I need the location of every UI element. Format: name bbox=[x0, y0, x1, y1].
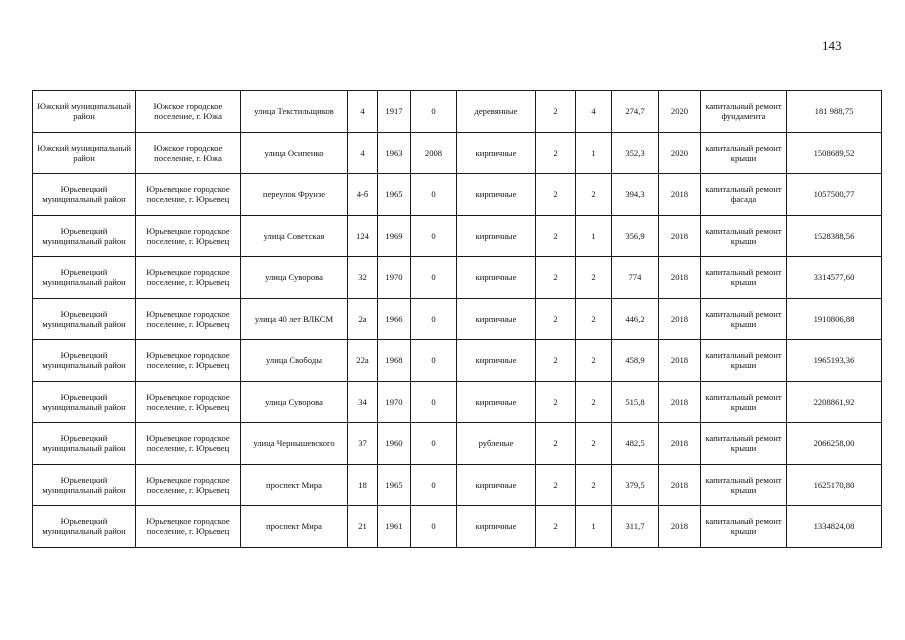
cell-year-renovated: 0 bbox=[411, 381, 457, 423]
cell-wall-material: кирпичные bbox=[457, 381, 536, 423]
cell-cost: 1528388,56 bbox=[787, 215, 882, 257]
cell-floors: 2 bbox=[536, 174, 576, 216]
cell-year-renovated: 0 bbox=[411, 257, 457, 299]
cell-year-built: 1965 bbox=[378, 174, 411, 216]
cell-entrances: 2 bbox=[576, 257, 612, 299]
table-body bbox=[33, 91, 882, 548]
cell-planned-year: 2018 bbox=[659, 298, 701, 340]
cell-house-number: 21 bbox=[348, 506, 378, 548]
cell-entrances: 1 bbox=[576, 506, 612, 548]
cell-floors: 2 bbox=[536, 506, 576, 548]
cell-house-number: 4 bbox=[348, 91, 378, 133]
cell-year-built: 1960 bbox=[378, 423, 411, 465]
cell-wall-material: рубленые bbox=[457, 423, 536, 465]
cell-wall-material: кирпичные bbox=[457, 464, 536, 506]
cell-street: проспект Мира bbox=[241, 506, 348, 548]
cell-house-number: 37 bbox=[348, 423, 378, 465]
cell-settlement: Южское городское поселение, г. Южа bbox=[136, 132, 241, 174]
cell-cost: 3314577,60 bbox=[787, 257, 882, 299]
cell-settlement: Южское городское поселение, г. Южа bbox=[136, 91, 241, 133]
page-number: 143 bbox=[822, 38, 842, 53]
cell-cost: 1965193,36 bbox=[787, 340, 882, 382]
cell-cost: 2066258,00 bbox=[787, 423, 882, 465]
cell-year-built: 1970 bbox=[378, 381, 411, 423]
cell-street: улица Текстильщиков bbox=[241, 91, 348, 133]
cell-house-number: 22а bbox=[348, 340, 378, 382]
cell-year-built: 1965 bbox=[378, 464, 411, 506]
cell-work-type: капитальный ремонт крыши bbox=[701, 340, 787, 382]
cell-district: Юрьевецкий муниципальный район bbox=[33, 423, 136, 465]
cell-street: улица Суворова bbox=[241, 381, 348, 423]
cell-year-renovated: 0 bbox=[411, 174, 457, 216]
cell-entrances: 2 bbox=[576, 340, 612, 382]
cell-area: 274,7 bbox=[612, 91, 659, 133]
cell-planned-year: 2018 bbox=[659, 464, 701, 506]
cell-work-type: капитальный ремонт крыши bbox=[701, 215, 787, 257]
cell-house-number: 18 bbox=[348, 464, 378, 506]
cell-planned-year: 2018 bbox=[659, 506, 701, 548]
cell-entrances: 4 bbox=[576, 91, 612, 133]
cell-settlement: Юрьевецкое городское поселение, г. Юрьевец bbox=[136, 298, 241, 340]
cell-year-built: 1961 bbox=[378, 506, 411, 548]
cell-district: Юрьевецкий муниципальный район bbox=[33, 464, 136, 506]
cell-work-type: капитальный ремонт крыши bbox=[701, 464, 787, 506]
cell-district: Южский муниципальный район bbox=[33, 91, 136, 133]
cell-area: 311,7 bbox=[612, 506, 659, 548]
cell-wall-material: кирпичные bbox=[457, 132, 536, 174]
cell-house-number: 2а bbox=[348, 298, 378, 340]
cell-year-renovated: 0 bbox=[411, 340, 457, 382]
cell-year-built: 1963 bbox=[378, 132, 411, 174]
cell-entrances: 2 bbox=[576, 423, 612, 465]
cell-cost: 1057500,77 bbox=[787, 174, 882, 216]
cell-district: Южский муниципальный район bbox=[33, 132, 136, 174]
cell-work-type: капитальный ремонт крыши bbox=[701, 298, 787, 340]
cell-entrances: 2 bbox=[576, 381, 612, 423]
cell-work-type: капитальный ремонт крыши bbox=[701, 381, 787, 423]
cell-entrances: 2 bbox=[576, 298, 612, 340]
cell-street: улица Чернышевского bbox=[241, 423, 348, 465]
cell-house-number: 34 bbox=[348, 381, 378, 423]
cell-cost: 2208861,92 bbox=[787, 381, 882, 423]
cell-wall-material: деревянные bbox=[457, 91, 536, 133]
cell-wall-material: кирпичные bbox=[457, 506, 536, 548]
cell-floors: 2 bbox=[536, 91, 576, 133]
table-row bbox=[33, 91, 882, 133]
cell-district: Юрьевецкий муниципальный район bbox=[33, 381, 136, 423]
cell-district: Юрьевецкий муниципальный район bbox=[33, 298, 136, 340]
cell-area: 379,5 bbox=[612, 464, 659, 506]
cell-year-renovated: 2008 bbox=[411, 132, 457, 174]
cell-district: Юрьевецкий муниципальный район bbox=[33, 340, 136, 382]
cell-district: Юрьевецкий муниципальный район bbox=[33, 215, 136, 257]
cell-planned-year: 2018 bbox=[659, 340, 701, 382]
table-row bbox=[33, 506, 882, 548]
cell-house-number: 4 bbox=[348, 132, 378, 174]
table-row bbox=[33, 174, 882, 216]
table-row bbox=[33, 423, 882, 465]
cell-work-type: капитальный ремонт крыши bbox=[701, 506, 787, 548]
cell-entrances: 2 bbox=[576, 464, 612, 506]
cell-street: улица Свободы bbox=[241, 340, 348, 382]
cell-settlement: Юрьевецкое городское поселение, г. Юрьевец bbox=[136, 423, 241, 465]
cell-area: 394,3 bbox=[612, 174, 659, 216]
cell-year-renovated: 0 bbox=[411, 506, 457, 548]
cell-year-renovated: 0 bbox=[411, 215, 457, 257]
cell-street: проспект Мира bbox=[241, 464, 348, 506]
cell-street: улица Суворова bbox=[241, 257, 348, 299]
cell-year-renovated: 0 bbox=[411, 423, 457, 465]
cell-area: 482,5 bbox=[612, 423, 659, 465]
cell-settlement: Юрьевецкое городское поселение, г. Юрьевец bbox=[136, 257, 241, 299]
cell-planned-year: 2018 bbox=[659, 174, 701, 216]
table-row bbox=[33, 340, 882, 382]
cell-settlement: Юрьевецкое городское поселение, г. Юрьевец bbox=[136, 215, 241, 257]
table-row bbox=[33, 381, 882, 423]
table-row bbox=[33, 215, 882, 257]
cell-entrances: 1 bbox=[576, 215, 612, 257]
cell-floors: 2 bbox=[536, 298, 576, 340]
cell-planned-year: 2018 bbox=[659, 215, 701, 257]
cell-year-renovated: 0 bbox=[411, 298, 457, 340]
cell-district: Юрьевецкий муниципальный район bbox=[33, 174, 136, 216]
cell-year-built: 1966 bbox=[378, 298, 411, 340]
cell-year-renovated: 0 bbox=[411, 464, 457, 506]
cell-floors: 2 bbox=[536, 423, 576, 465]
cell-planned-year: 2020 bbox=[659, 132, 701, 174]
cell-wall-material: кирпичные bbox=[457, 174, 536, 216]
cell-cost: 1334824,08 bbox=[787, 506, 882, 548]
cell-planned-year: 2018 bbox=[659, 423, 701, 465]
cell-year-built: 1968 bbox=[378, 340, 411, 382]
cell-floors: 2 bbox=[536, 464, 576, 506]
cell-cost: 1625170,80 bbox=[787, 464, 882, 506]
table-row bbox=[33, 132, 882, 174]
cell-cost: 1910806,88 bbox=[787, 298, 882, 340]
cell-wall-material: кирпичные bbox=[457, 215, 536, 257]
cell-work-type: капитальный ремонт фундамента bbox=[701, 91, 787, 133]
cell-street: улица Осипенко bbox=[241, 132, 348, 174]
cell-area: 774 bbox=[612, 257, 659, 299]
cell-settlement: Юрьевецкое городское поселение, г. Юрьевец bbox=[136, 464, 241, 506]
table-row bbox=[33, 298, 882, 340]
cell-settlement: Юрьевецкое городское поселение, г. Юрьевец bbox=[136, 174, 241, 216]
cell-work-type: капитальный ремонт крыши bbox=[701, 257, 787, 299]
cell-cost: 181 988,75 bbox=[787, 91, 882, 133]
cell-year-renovated: 0 bbox=[411, 91, 457, 133]
cell-wall-material: кирпичные bbox=[457, 340, 536, 382]
cell-year-built: 1969 bbox=[378, 215, 411, 257]
cell-street: улица 40 лет ВЛКСМ bbox=[241, 298, 348, 340]
cell-street: переулок Фрунзе bbox=[241, 174, 348, 216]
cell-district: Юрьевецкий муниципальный район bbox=[33, 506, 136, 548]
cell-entrances: 1 bbox=[576, 132, 612, 174]
cell-wall-material: кирпичные bbox=[457, 257, 536, 299]
cell-floors: 2 bbox=[536, 215, 576, 257]
cell-district: Юрьевецкий муниципальный район bbox=[33, 257, 136, 299]
cell-floors: 2 bbox=[536, 340, 576, 382]
cell-settlement: Юрьевецкое городское поселение, г. Юрьевец bbox=[136, 340, 241, 382]
cell-planned-year: 2018 bbox=[659, 257, 701, 299]
cell-floors: 2 bbox=[536, 132, 576, 174]
cell-area: 458,9 bbox=[612, 340, 659, 382]
cell-floors: 2 bbox=[536, 381, 576, 423]
cell-settlement: Юрьевецкое городское поселение, г. Юрьевец bbox=[136, 381, 241, 423]
cell-area: 352,3 bbox=[612, 132, 659, 174]
cell-area: 356,9 bbox=[612, 215, 659, 257]
registry-table bbox=[32, 90, 882, 548]
cell-house-number: 4-б bbox=[348, 174, 378, 216]
cell-area: 515,8 bbox=[612, 381, 659, 423]
cell-house-number: 124 bbox=[348, 215, 378, 257]
cell-floors: 2 bbox=[536, 257, 576, 299]
cell-work-type: капитальный ремонт крыши bbox=[701, 423, 787, 465]
cell-area: 446,2 bbox=[612, 298, 659, 340]
cell-street: улица Советская bbox=[241, 215, 348, 257]
cell-entrances: 2 bbox=[576, 174, 612, 216]
cell-settlement: Юрьевецкое городское поселение, г. Юрьевец bbox=[136, 506, 241, 548]
cell-wall-material: кирпичные bbox=[457, 298, 536, 340]
cell-work-type: капитальный ремонт фасада bbox=[701, 174, 787, 216]
cell-year-built: 1970 bbox=[378, 257, 411, 299]
cell-planned-year: 2020 bbox=[659, 91, 701, 133]
cell-cost: 1508689,52 bbox=[787, 132, 882, 174]
cell-work-type: капитальный ремонт крыши bbox=[701, 132, 787, 174]
cell-year-built: 1917 bbox=[378, 91, 411, 133]
cell-planned-year: 2018 bbox=[659, 381, 701, 423]
table-row bbox=[33, 257, 882, 299]
table-row bbox=[33, 464, 882, 506]
cell-house-number: 32 bbox=[348, 257, 378, 299]
